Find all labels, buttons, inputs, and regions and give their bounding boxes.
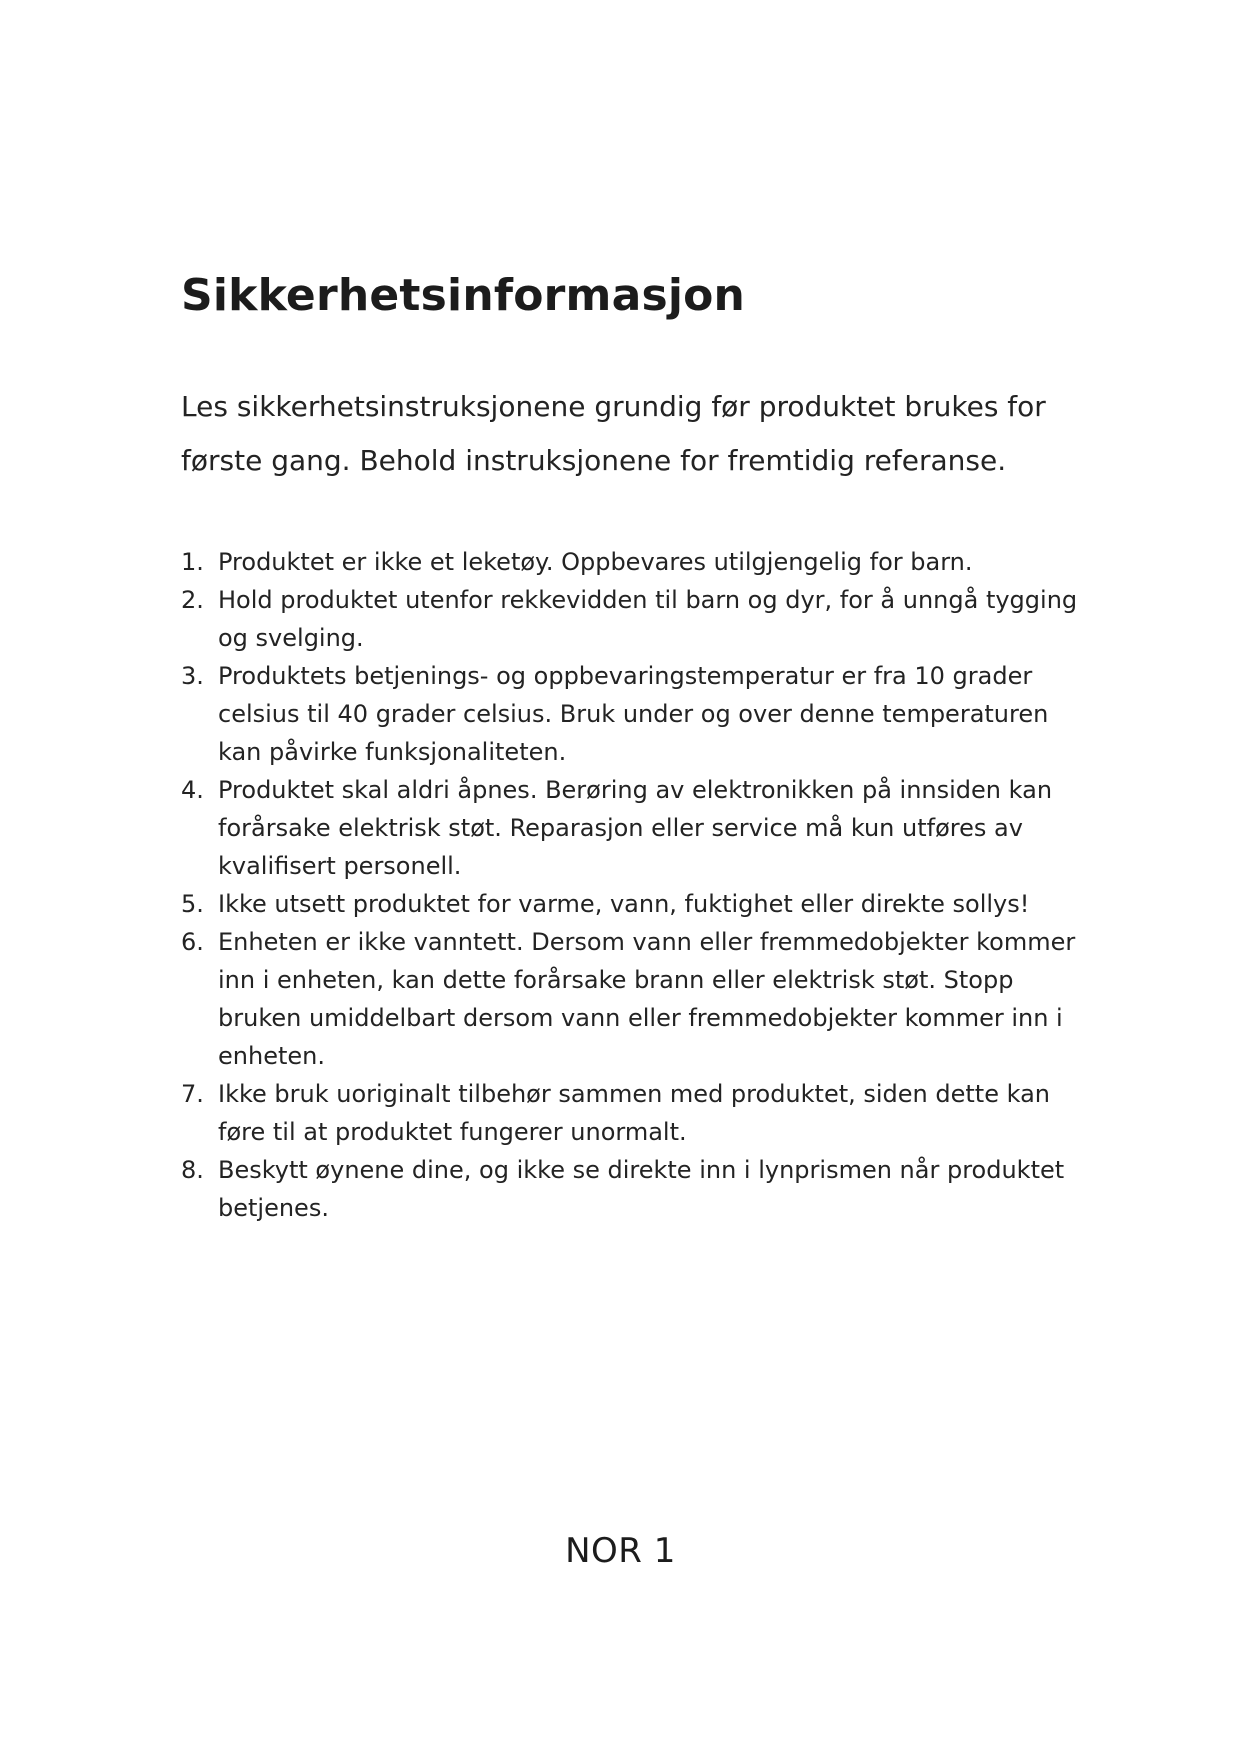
item-text: Enheten er ikke vanntett. Dersom vann eller fremmedobjekter kommer inn i enheten, kan dette forårsake brann eller elektrisk støt. Stopp bruken umiddelbart dersom vann eller fremmedobjekter kommer inn i enheten. (218, 928, 1076, 1070)
item-text: Ikke utsett produktet for varme, vann, fuktighet eller direkte sollys! (218, 890, 1030, 918)
list-item (181, 885, 1081, 923)
item-number: 4. (181, 776, 204, 804)
item-text: Produktet skal aldri åpnes. Berøring av elektronikken på innsiden kan forårsake elektrisk støt. Reparasjon eller service må kun utføres av kvalifisert personell. (218, 776, 1053, 880)
item-text: Hold produktet utenfor rekkevidden til barn og dyr, for å unngå tygging og svelging. (218, 586, 1078, 652)
list-item (181, 923, 1081, 1075)
page-number-footer: NOR 1 (565, 1531, 676, 1571)
list-item (181, 657, 1081, 771)
item-text: Produktet er ikke et leketøy. Oppbevares utilgjengelig for barn. (218, 548, 973, 576)
list-item (181, 543, 1081, 581)
item-number: 6. (181, 928, 204, 956)
list-item (181, 771, 1081, 885)
intro-paragraph: Les sikkerhetsinstruksjonene grundig før produktet brukes for første gang. Behold instruksjonene for fremtidig referanse. (181, 390, 1046, 477)
item-number: 7. (181, 1080, 204, 1108)
list-item (181, 581, 1081, 657)
item-number: 8. (181, 1156, 204, 1184)
item-number: 5. (181, 890, 204, 918)
item-number: 3. (181, 662, 204, 690)
list-item (181, 1151, 1081, 1227)
item-text: Produktets betjenings- og oppbevaringstemperatur er fra 10 grader celsius til 40 grader celsius. Bruk under og over denne temperaturen kan påvirke funksjonaliteten. (218, 662, 1049, 766)
page-title: Sikkerhetsinformasjon (181, 270, 746, 321)
item-number: 1. (181, 548, 204, 576)
safety-instructions-list (181, 543, 1081, 1227)
item-text: Ikke bruk uoriginalt tilbehør sammen med produktet, siden dette kan føre til at produktet fungerer unormalt. (218, 1080, 1050, 1146)
list-item (181, 1075, 1081, 1151)
item-number: 2. (181, 586, 204, 614)
item-text: Beskytt øynene dine, og ikke se direkte inn i lynprismen når produktet betjenes. (218, 1156, 1065, 1222)
